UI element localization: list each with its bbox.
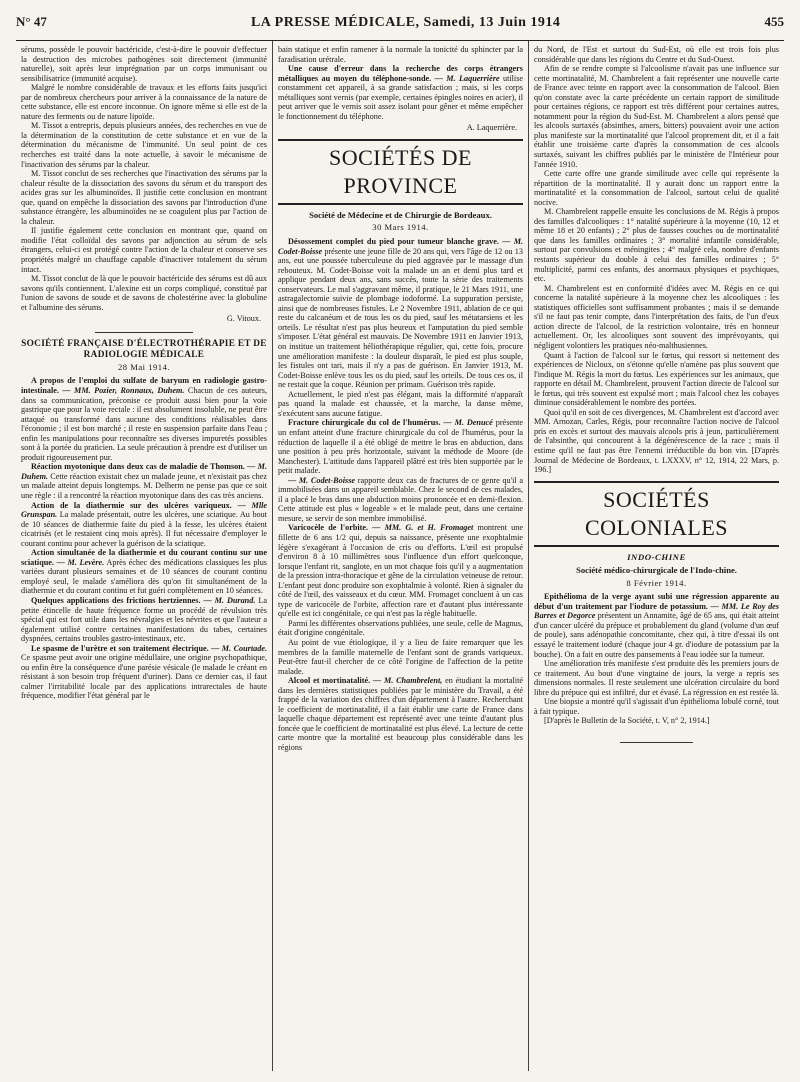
column-right — [528, 41, 784, 1071]
communication-text: en étudiant la mortalité dans les dernières statistiques publiées par le ministère du Travail, a été frappé de la variation des chiffres d'un département à l'autre. Recherchant le coefficient de mortinatalité, il a fait établir une carte de France dans laquelle chaque département est représenté avec une teinte d'autant plus foncée que le coefficient de mortinatalité est plus élevé. La lecture de cette carte montre que la mortalité est beaucoup plus considérable dans les régions — [278, 676, 523, 752]
paragraph: Malgré le nombre considérable de travaux et les efforts faits jusqu'ici par de nombreux chercheurs pour arriver à la connaissance de la nature de cette substance, elle est encore inconnue. On ignore même si elle est de la nature des ferments ou de nature lipoïde. — [21, 83, 267, 121]
communication-authors: — M. Laquerrière — [434, 73, 500, 83]
paragraph: sérums, possède le pouvoir bactéricide, c'est-à-dire le pouvoir d'effectuer la destruction des microbes pathogènes soit directement (immunité naturelle), soit après leur imprégnation par un corps immunisant ou sensibilisatrice (immunité acquise). — [21, 45, 267, 83]
paragraph: M. Tissot a entrepris, depuis plusieurs années, des recherches en vue de la détermination de la constitution de cette substance et en vue de la détermination du mécanisme de l'immunité. Un seul point de ces recherches est traité dans la note actuelle, à savoir le mécanisme de l'inactivation des sérums par la chaleur. — [21, 121, 267, 169]
communication-topic: Fracture chirurgicale du col de l'humérus. — [288, 418, 441, 428]
page-header — [16, 14, 784, 41]
section-title: SOCIÉTÉS DE PROVINCE — [278, 139, 523, 205]
communication-topic: Désossement complet du pied pour tumeur blanche grave. — [288, 237, 499, 247]
communication — [278, 523, 523, 618]
communication-topic: A propos de l'emploi du sulfate de baryum en radiologie gastro-intestinale. — [21, 376, 267, 395]
communication-authors: — M. Codet-Boisse — [278, 237, 524, 256]
paragraph: M. Chambrelent rappelle ensuite les conclusions de M. Régis à propos des familles d'alcooliques : 1° natalité supérieure à la moyenne (10, 12 et même 18 et 20 enfants) ; 2° plus de fausses couches ou de mortinatalité que dans les familles ordinaires ; 3° mortalité infantile considérable, surtout par convulsions et méningites ; 4° malgré cela, nombre d'enfants restants supérieur du double à celui des familles ordinaires ; 5° multiplicité, parmi ces enfants, des anormaux physiques et psychiques, etc. — [534, 207, 779, 284]
paragraph: Quant à l'action de l'alcool sur le fœtus, qui ressort si nettement des expériences de Nicloux, on s'étonne qu'elle n'amène pas plus souvent que l'indique M. Régis la mort du fœtus. Les expériences sur les animaux, que rapporte en détail M. Chambrelent, prouvent l'action directe de l'alcool sur le fœtus, qui très souvent est expulsé mort ; mais l'alcool chez les cobayes diminue considérablement le nombre des portées. — [534, 350, 779, 408]
communication-text: Après échec des médications classiques les plus variées durant plusieurs semaines et de 10 séances de courant continu employé seul, le malade s'améliora dès qu'on fit simultanément de la diathermie et du courant continu et fut guéri complètement en 10 séances. — [21, 557, 267, 596]
communication-authors: — M. Codet-Boisse — [288, 475, 356, 485]
society-title: Société médico-chirurgicale de l'Indo-chine. — [576, 565, 737, 576]
communication-authors: — MM. G. et H. Fromaget — [372, 523, 474, 533]
signature: A. Laquerrière. — [466, 123, 517, 133]
columns — [16, 41, 784, 1071]
journal-title: LA PRESSE MÉDICALE, Samedi, 13 Juin 1914 — [250, 15, 561, 30]
communication — [278, 676, 523, 752]
communication — [278, 418, 523, 475]
communication — [21, 376, 267, 462]
communication-topic: Réaction myotonique dans deux cas de maladie de Thomson. — [31, 462, 245, 472]
communication — [278, 64, 523, 121]
paragraph: Parmi les différentes observations publiées, une seule, celle de Magnus, était d'origine congénitale. — [278, 618, 523, 638]
divider — [95, 332, 193, 333]
paragraph: Il justifie également cette conclusion en montrant que, quand on modifie l'état colloïdal des savons par adjonction au sérum de sels étrangers, celui-ci est protégé contre l'action de la chaleur et conserve ses propriétés malgré un chauffage capable d'inactiver totalement du sérum intact. — [21, 226, 267, 274]
communication-text: présentent un Annamite, âgé de 65 ans, qui était atteint d'un cancer ulcéré du prépuce et probablement du gland (volume d'un œuf de poule), sans adénopathie concomitante, chez qui, à titre d'essai ils ont essayé le traitement ioduré (chaque jour 4 gr. d'iodure de potassium par la bouche). On a fait en outre des pansements à l'eau iodée sur la tumeur. — [534, 611, 779, 659]
communication-text: utilise constamment cet appareil, à sa grande satisfaction ; mais, si les corps métalliques sont vernis (par exemple, certaines épingles noires en acier), il peut arriver que le vernis soit assez isolant pour gêner et même empêcher le fonctionnement du téléphone. — [278, 73, 524, 121]
paragraph: M. Chambrelent est en conformité d'idées avec M. Régis en ce qui concerne la natalité supérieure à la moyenne chez les alcooliques : les statistiques officielles sont suffisamment probantes ; mais il se demande s'il ne faut pas tenir compte, dans l'interprétation des faits, de l'un d'eux action directe de l'alcool, de la restriction volontaire, très en honneur actuellement. Or, les alcooliques sont souvent des imprévoyants, qui négligent volontiers les pratiques néo-malthusiennes. — [534, 283, 779, 350]
society-title: Société de Médecine et de Chirurgie de Bordeaux. — [309, 209, 492, 220]
paragraph: Au point de vue étiologique, il y a lieu de faire remarquer que les membres de la famille maternelle de l'enfant sont de grands variqueux. Peut-être faut-il chercher de ce côté l'origine de l'affection de la petite malade. — [278, 637, 523, 676]
communication-text: présente une jeune fille de 20 ans qui, vers l'âge de 12 ou 13 ans, eut une poussée tuberculeuse du pied aggravée par le massage d'un rebouteux. M. Codet-Boisse voit la malade un an et demi plus tard et applique pendant deux ans, sans succès, toute la série des traitements conservateurs. Le mal s'aggravant même, il pratique, le 21 Mars 1911, une astragalectomie suivie de plombage iodoformé. La suppuration persiste, ainsi que de nombreuses fistules. Le 2 Novembre 1911, ablation de ce qui reste du calcanéum et de tous les os du pied, sauf les métatarsiens et les orteils. Le résultat n'est pas plus heureux et l'amputation du pied semble s'imposer. L'état général est mauvais. De Novembre 1911 en Janvier 1913, on institue un traitement héliothérapique régulier, qui, cette fois, procure une amélioration manifeste : la douleur disparaît, le pied est plus souple, les fistules ont tari, mais il n'y a pas de guérison. En Janvier 1913, M. Codet-Boisse enlève tous les os du pied, sauf les orteils. De tous ces os, il ne restait que la coque. Réunion per primam. Guérison très rapide. — [278, 246, 523, 390]
column-middle — [272, 41, 528, 1071]
communication-text: Cette réaction existait chez un malade jeune, et n'existait pas chez un malade atteint depuis longtemps. M. Delherm ne pense pas que ce soit une règle : il a rencontré la réaction myotonique dans des cas très anciens. — [21, 471, 267, 500]
communication — [21, 462, 267, 500]
page-number: 455 — [764, 14, 784, 29]
society-title: SOCIÉTÉ FRANÇAISE D'ÉLECTROTHÉRAPIE ET DE RADIOLOGIE MÉDICALE — [21, 338, 267, 360]
divider — [620, 742, 694, 743]
paragraph: bain statique et enfin ramener à la normale la tonicité du sphincter par la faradisation urétrale. — [278, 45, 523, 64]
communication-text: rapporte deux cas de fractures de ce genre qu'il a immobilisées dans un appareil semblable. Chez le second de ces malades, il a placé le bras dans une abduction moins prononcée et en demi-flexion. Cette attitude est plus « logeable » et le malade peut, dans une certaine mesure, se servir de son membre immobilisé. — [278, 475, 524, 523]
communication-text: Ce spasme peut avoir une origine médullaire, une origine psychopathique, ou enfin être la conséquence d'une parésie vésicale (le malade le créant en résistant à son besoin trop fréquent d'uriner). Dans ce dernier cas, il faut calmer l'irritabilité locale par des applications intrarectales de haute fréquence, modifier l'état général par le — [21, 653, 267, 701]
communication-topic: Le spasme de l'urètre et son traitement électrique. — [31, 643, 209, 653]
paragraph: M. Tissot conclut de là que le pouvoir bactéricide des sérums est dû aux savons qu'ils contiennent. L'alexine est un corps compliqué, constitué par l'union de savons de soude et de savons de cholestérine avec la globuline et l'albumine des sérums. — [21, 274, 267, 312]
session-date: 28 Mai 1914. — [117, 361, 171, 372]
communication-authors: — M. Chambrelent, — [373, 676, 443, 686]
paragraph: Cette carte offre une grande similitude avec celle qui représente la répartition de la mortinatalité. Il y aurait donc un rapport entre la mortinatalité et la consommation de l'alcool, surtout celui de qualité nocive. — [534, 169, 779, 207]
communication — [534, 592, 779, 659]
paragraph: Afin de se rendre compte si l'alcoolisme n'avait pas une influence sur cette mortinatalité, M. Chambrelent a fait représenter une nouvelle carte de France avec teinte en rapport avec la consommation de l'alcool. Bien qu'on constate avec la carte précédente un certain rapport de similitude pour certaines régions, ce rapport est très différent pour certaines autres, notamment pour la région du Sud-Est. M. Chambrelent a alors pensé que les alcools surtaxés (absinthes, amers, bitters) pouvaient avoir une action plus manifeste sur la mortinatalité que l'alcool proprement dit, et il a fait établir une troisième carte d'après la consommation de ces alcools surtaxés, suivant les chiffres publiés par le ministère de l'Intérieur pour l'année 1910. — [534, 64, 779, 169]
communication-text: présente un enfant atteint d'une fracture chirurgicale du col de l'humérus, pour la réduction de laquelle il a été obligé de mettre le bras en abduction, dans une position à peu près horizontale, suivant la méthode de Moore (de Manchester). L'attitude dans l'appareil plâtré est très bien supportée par le petit malade. — [278, 418, 524, 476]
paragraph: Une biopsie a montré qu'il s'agissait d'un épithélioma lobulé corné, tout à fait typique. — [534, 697, 779, 716]
communication-authors: — M. Levère. — [56, 557, 105, 567]
communication-authors: — M. Denucé — [443, 418, 493, 428]
communication-topic: Quelques applications des frictions hertziennes. — [31, 595, 201, 605]
reference: [D'après le Bulletin de la Société, t. V, n° 2, 1914.] — [544, 716, 710, 726]
column-left — [16, 41, 272, 1071]
communication-text: La malade présentait, outre les ulcères, une sciatique. Au bout de 10 séances de diathermie faite du pied à la fesse, les ulcères étaient cicatrisés (et le restaient cinq mois après). Il fut nécessaire d'employer le courant continu pour achever la guérison de la sciatique. — [21, 510, 268, 548]
communication-authors: — M. Courtade. — [211, 643, 268, 653]
communication-text: La petite étincelle de haute fréquence forme un procédé de révulsion très spécial qui est fort utile dans les névralgies et les névrites et que l'auteur a également utilisé contre certaines manifestations du tabes, certaines dyspnées, certains troubles gastro-intestinaux, etc. — [21, 595, 268, 644]
communication-text: Chacun de ces auteurs, dans sa communication, préconise ce produit aussi bien pour la voie gastrique que pour la voie rectale : il est absolument insoluble, ne peut être attaqué ou transformé dans aucune des conditions réalisables dans l'économie ; il est bon marché ; il reste en suspension parfaite dans l'eau ; enfin les manipulations pour reconnaître ses diverses impuretés possibles sont à la portée du praticien. La seule précaution à prendre est d'utiliser un produit rigoureusement pur. — [21, 385, 268, 462]
communication-authors: — MM. Pozier, Ronnaux, Duhem. — [62, 385, 185, 395]
signature: G. Vitoux. — [226, 314, 261, 324]
communication-topic: Alcool et mortinatalité. — [288, 676, 371, 686]
paragraph: Une amélioration très manifeste s'est produite dès les premiers jours de ce traitement. Au bout d'une vingtaine de jours, la verge a repris ses dimensions normales. Il reste seulement une ulcération circulaire du bord libre du prépuce qui est infiltré, dur et évasé. La régression en est restée là. — [534, 659, 779, 697]
session-date: 30 Mars 1914. — [372, 222, 429, 233]
paragraph: Quoi qu'il en soit de ces divergences, M. Chambrelent est d'accord avec MM. Arnozan, Carles, Régis, pour reconnaître l'action nocive de l'alcool pris en excès et surtout des mauvais alcools pris à jeun, particulièrement de l'absinthe, qui concourent à la dégénérescence de la race ; mais il estime qu'il ne faut pas être l'ennemi irréductible du bon vin. [D'après Journal de Médecine de Bordeaux, t. LXXXV, n° 12, 1914, 22 Mars, p. 196.] — [534, 407, 779, 475]
communication-topic: Action de la diathermie sur des ulcères variqueux. — [31, 500, 232, 510]
communication-topic: Une cause d'erreur dans la recherche des corps étrangers métalliques au moyen du téléphone-sonde. — [278, 64, 523, 83]
communication — [278, 476, 523, 524]
communication-topic: Action simultanée de la diathermie et du courant continu sur une sciatique. — [21, 548, 267, 567]
communication-topic: Epithélioma de la verge ayant subi une régression apparente au début d'un traitement par l'iodure de potassium. — [534, 592, 779, 611]
communication — [278, 237, 523, 390]
communication-authors: — M. Durand. — [203, 595, 256, 605]
communication-text: montrent une fillette de 6 ans 1/2 qui, depuis sa naissance, présente une exophtalmie légère s'exagérant à l'occasion de cris ou d'efforts. L'œil est propulsé d'environ 8 à 10 millimètres sous l'influence d'un effort quelconque, lorsque l'enfant rit, sanglote, en un mot chaque fois qu'il y a augmentation de la pression intra-thoracique et gêne de la circulation veineuse de retour. L'enfant peut donc produire son exophtalmie à volonté. Rien à signaler du côté de l'œil, des vaisseaux et du cœur. MM. Fromaget concluent à un cas type de varicocèle de l'orbite, affection rare et d'autant plus intéressante qu'elle est ici congénitale, ce qui n'est pas la règle habituelle. — [278, 523, 523, 619]
paragraph: du Nord, de l'Est et surtout du Sud-Est, où elle est trois fois plus considérable que dans les régions du Centre et du Sud-Ouest. — [534, 45, 779, 64]
section-title: SOCIÉTÉS COLONIALES — [534, 481, 779, 547]
communication-authors: — Mlle Grunspan. — [21, 500, 268, 520]
paragraph: Actuellement, le pied n'est pas élégant, mais la difformité n'apparaît pas quand la malade est chaussée, et la marche, la danse même, s'exécutent sans aucune fatigue. — [278, 389, 523, 418]
communication — [21, 548, 267, 596]
communication-authors: — MM. Le Roy des Barres et Degorce — [534, 601, 779, 621]
communication — [21, 596, 267, 644]
paragraph: M. Tissot conclut de ses recherches que l'inactivation des sérums par la chaleur résulte de la dissociation des savons du sérum et du transport des acides gras sur les albuminoïdes. Il justifie cette conclusion en montrant que, quand on empêche la dissociation des savons par l'introduction d'une substance étrangère, les albuminoïdes ne se coagulent plus par l'action de la chaleur. — [21, 169, 267, 226]
communication — [21, 501, 267, 549]
session-date: 8 Février 1914. — [626, 577, 687, 588]
issue-number: N° 47 — [16, 14, 47, 29]
communication-topic: Varicocèle de l'orbite. — [288, 523, 369, 533]
communication-authors: — M. Duhem. — [21, 462, 267, 481]
section-subtitle: INDO-CHINE — [627, 551, 686, 562]
communication — [21, 644, 267, 701]
